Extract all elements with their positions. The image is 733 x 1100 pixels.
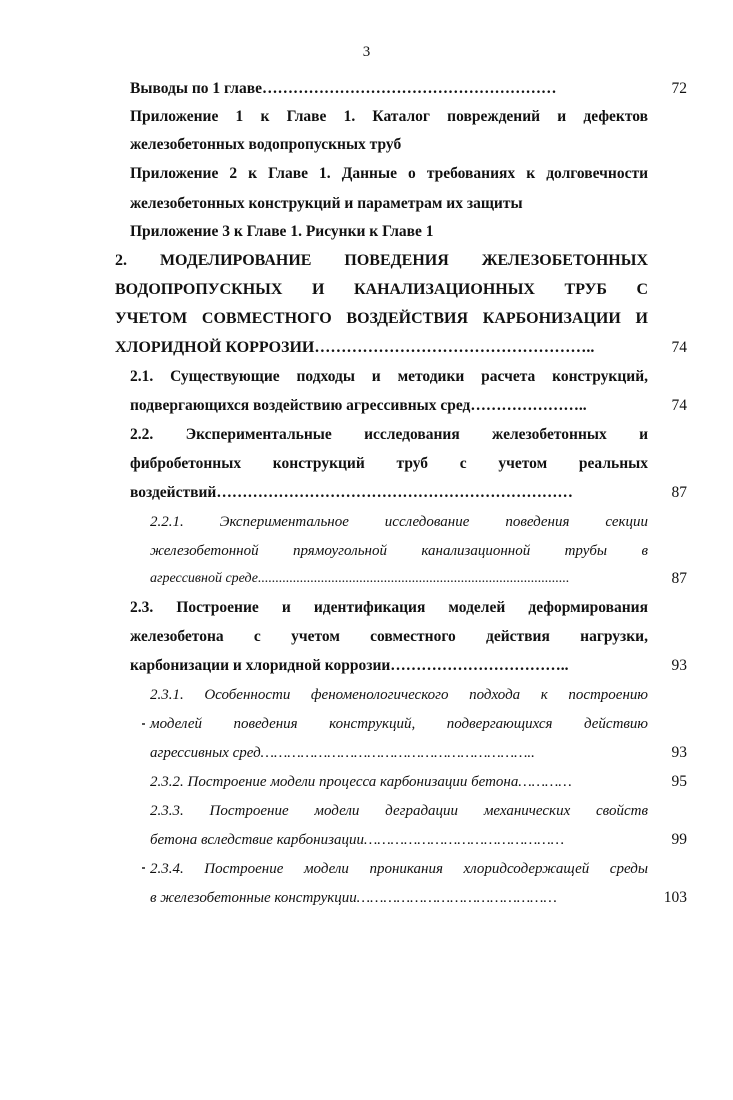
toc-page-2-3: 93 <box>671 657 687 674</box>
toc-subsection-2-3-4: 2.3.4. Построение модели проникания хлоридсодержащей среды <box>150 861 648 877</box>
toc-entry-appendix-1: Приложение 1 к Главе 1. Каталог повреждений и дефектов <box>130 108 648 125</box>
toc-page-2-2: 87 <box>671 484 687 501</box>
toc-subsection-2-3-3-cont: бетона вследствие карбонизации……………………………………… <box>150 832 565 848</box>
toc-section-2-2: 2.2. Экспериментальные исследования железобетонных и <box>130 426 648 443</box>
toc-subsection-2-2-1-cont2: агрессивной среде......................................................................................... <box>150 571 570 586</box>
toc-page-2-3-1: 93 <box>671 744 687 761</box>
toc-section-2-3: 2.3. Построение и идентификация моделей деформирования <box>130 599 648 616</box>
toc-subsection-2-3-4-cont: в железобетонные конструкции……………………………………… <box>150 890 557 906</box>
toc-page-conclusions: 72 <box>671 80 687 97</box>
scan-speck <box>142 867 145 869</box>
toc-entry-appendix-2: Приложение 2 к Главе 1. Данные о требованиях к долговечности <box>130 165 648 182</box>
toc-page-2-3-4: 103 <box>663 889 687 906</box>
toc-entry-appendix-1-cont: железобетонных водопропускных труб <box>130 136 402 153</box>
toc-subsection-2-2-1: 2.2.1. Экспериментальное исследование поведения секции <box>150 514 648 530</box>
toc-chapter-2-title-cont2: УЧЕТОМ СОВМЕСТНОГО ВОЗДЕЙСТВИЯ КАРБОНИЗАЦИИ И <box>115 310 648 327</box>
page-number: 3 <box>362 44 371 60</box>
toc-subsection-2-2-1-cont1: железобетонной прямоугольной канализационной трубы в <box>150 543 648 559</box>
toc-subsection-2-3-3: 2.3.3. Построение модели деградации механических свойств <box>150 803 648 819</box>
toc-section-2-2-cont1: фибробетонных конструкций труб с учетом реальных <box>130 455 648 472</box>
toc-section-2-3-cont2: карбонизации и хлоридной коррозии…………………………….. <box>130 657 569 674</box>
toc-section-2-1: 2.1. Существующие подходы и методики расчета конструкций, <box>130 368 648 385</box>
toc-page-2-2-1: 87 <box>671 570 687 587</box>
toc-subsection-2-3-2: 2.3.2. Построение модели процесса карбонизации бетона………… <box>150 774 572 790</box>
toc-section-2-3-cont1: железобетона с учетом совместного действия нагрузки, <box>130 628 648 645</box>
toc-page-2-1: 74 <box>671 397 687 414</box>
toc-chapter-2-title-cont1: ВОДОПРОПУСКНЫХ И КАНАЛИЗАЦИОННЫХ ТРУБ С <box>115 281 648 298</box>
toc-section-2-1-cont: подвергающихся воздействию агрессивных сред………………….. <box>130 397 587 414</box>
toc-subsection-2-3-1-cont1: моделей поведения конструкций, подвергающихся действию <box>150 716 648 732</box>
toc-page-chapter-2: 74 <box>671 339 687 356</box>
toc-subsection-2-3-1-cont2: агрессивных сред…………………………………………………….. <box>150 745 535 761</box>
toc-entry-appendix-3: Приложение 3 к Главе 1. Рисунки к Главе 1 <box>130 223 434 240</box>
toc-section-2-2-cont2: воздействий…………………………………………………………… <box>130 484 573 501</box>
scan-speck <box>142 723 145 725</box>
toc-entry-conclusions: Выводы по 1 главе………………………………………………… <box>130 80 557 97</box>
toc-chapter-2-title: 2. МОДЕЛИРОВАНИЕ ПОВЕДЕНИЯ ЖЕЛЕЗОБЕТОННЫХ <box>115 252 648 269</box>
toc-chapter-2-title-cont3: ХЛОРИДНОЙ КОРРОЗИИ…………………………………………….. <box>115 339 595 356</box>
toc-page-2-3-3: 99 <box>671 831 687 848</box>
toc-subsection-2-3-1: 2.3.1. Особенности феноменологического подхода к построению <box>150 687 648 703</box>
toc-entry-appendix-2-cont: железобетонных конструкций и параметрам их защиты <box>130 195 523 212</box>
toc-page-2-3-2: 95 <box>671 773 687 790</box>
